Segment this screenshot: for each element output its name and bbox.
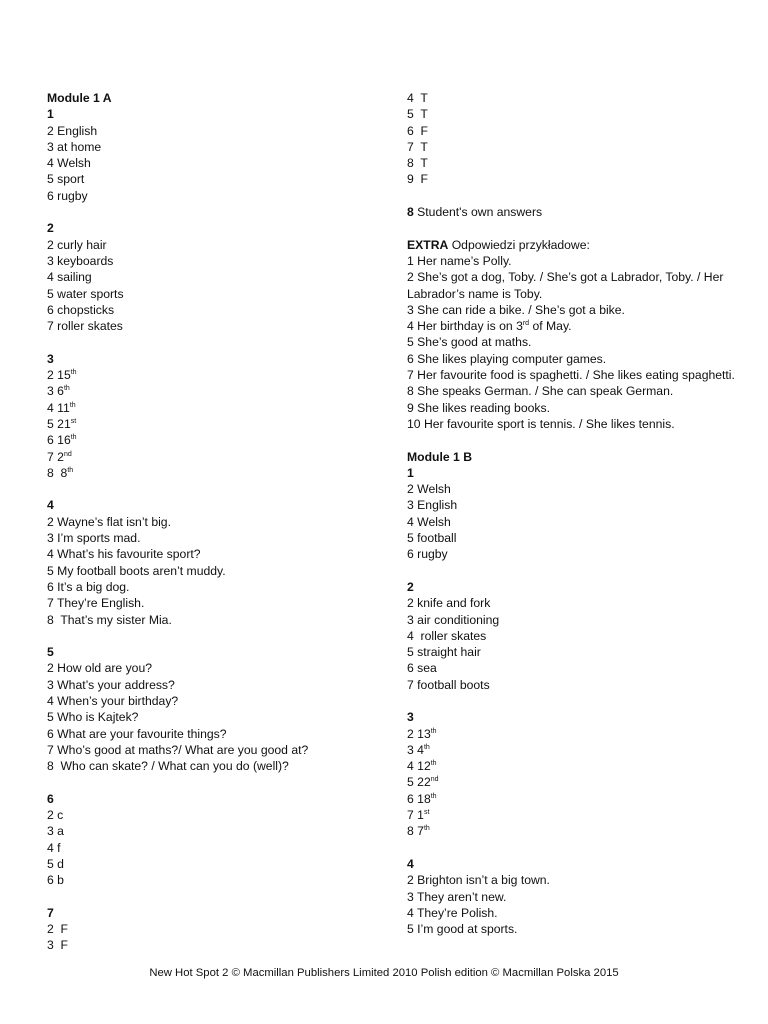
line-text: 7 roller skates xyxy=(47,319,123,334)
line-text: 5 T xyxy=(407,107,428,122)
section-heading xyxy=(407,465,747,481)
line-text: 2 How old are you? xyxy=(47,661,153,676)
line-text: 6 What are your favourite things? xyxy=(47,726,227,741)
line-text: 2 Brighton isn’t a big town. xyxy=(407,873,550,888)
ordinal-suffix: th xyxy=(423,825,430,833)
line-text: 5 water sports xyxy=(47,286,124,301)
section-gap xyxy=(407,563,747,579)
answer-line xyxy=(47,840,377,856)
answer-line xyxy=(407,612,747,628)
line-text: 2 15 xyxy=(47,368,71,383)
line-text: 3 What’s your address? xyxy=(47,677,175,692)
line-text: 6 18 xyxy=(407,791,431,806)
answer-line xyxy=(407,171,747,187)
section-gap xyxy=(47,889,377,905)
line-text: 5 21 xyxy=(47,416,71,431)
line-text: 2 knife and fork xyxy=(407,596,491,611)
answer-line xyxy=(407,269,747,302)
line-text: 3 I’m sports mad. xyxy=(47,531,141,546)
answer-line xyxy=(47,709,377,725)
line-text: 2 xyxy=(407,579,414,594)
answer-line xyxy=(407,677,747,693)
ordinal-suffix: th xyxy=(430,792,437,800)
line-text: 5 I’m good at sports. xyxy=(407,922,518,937)
answer-line xyxy=(47,693,377,709)
line-text: 2 She’s got a dog, Toby. / She’s got a Labrador, Toby. / Her Labrador’s name is Toby. xyxy=(407,270,724,301)
line-text: 3 She can ride a bike. / She’s got a bike. xyxy=(407,302,625,317)
line-text: 2 13 xyxy=(407,726,431,741)
answer-line xyxy=(47,383,377,399)
ordinal-suffix: rd xyxy=(522,320,530,328)
section-heading xyxy=(47,905,377,921)
line-text: Student's own answers xyxy=(413,205,543,220)
answer-line xyxy=(47,302,377,318)
line-text: 8 That’s my sister Mia. xyxy=(47,612,172,627)
line-text: 6 16 xyxy=(47,433,71,448)
answer-line xyxy=(407,595,747,611)
answer-line xyxy=(407,204,747,220)
section-heading xyxy=(407,579,747,595)
answer-line xyxy=(47,367,377,383)
line-text: 4 f xyxy=(47,840,61,855)
answer-line xyxy=(407,872,747,888)
ordinal-suffix: th xyxy=(70,434,77,442)
line-text: 4 xyxy=(47,498,54,513)
ordinal-suffix: th xyxy=(423,743,430,751)
line-text: 7 Who’s good at maths?/ What are you good at? xyxy=(47,742,309,757)
section-gap xyxy=(47,628,377,644)
line-text: 6 sea xyxy=(407,661,437,676)
line-text: 7 xyxy=(47,905,54,920)
answer-line xyxy=(47,237,377,253)
answer-line xyxy=(47,937,377,953)
answer-line xyxy=(407,807,747,823)
answer-line xyxy=(407,367,747,383)
answer-line xyxy=(47,546,377,562)
answer-line xyxy=(47,807,377,823)
answer-line xyxy=(47,318,377,334)
line-text: 3 a xyxy=(47,824,64,839)
section-heading xyxy=(407,856,747,872)
section-heading xyxy=(47,106,377,122)
line-text: 6 It’s a big dog. xyxy=(47,579,130,594)
ordinal-suffix: th xyxy=(430,727,437,735)
line-text: 2 English xyxy=(47,123,98,138)
line-text: 7 T xyxy=(407,139,428,154)
line-text: 1 xyxy=(47,107,54,122)
answer-line xyxy=(47,139,377,155)
answer-line xyxy=(47,416,377,432)
line-text: 5 22 xyxy=(407,775,431,790)
answer-line xyxy=(47,188,377,204)
answer-line xyxy=(407,905,747,921)
line-text: 9 She likes reading books. xyxy=(407,400,550,415)
line-text: 6 rugby xyxy=(47,188,88,203)
line-text: Module 1 A xyxy=(47,91,112,105)
line-text: Odpowiedzi przykładowe: xyxy=(448,237,590,252)
line-text: 4 xyxy=(407,856,414,871)
line-text: 4 sailing xyxy=(47,270,92,285)
answer-line xyxy=(47,432,377,448)
line-text: 3 xyxy=(47,351,54,366)
section-gap xyxy=(407,432,747,448)
section-gap xyxy=(47,334,377,350)
answer-line xyxy=(47,677,377,693)
answer-line xyxy=(47,171,377,187)
answer-line xyxy=(47,465,377,481)
answer-line xyxy=(47,823,377,839)
answer-line xyxy=(47,660,377,676)
answer-line xyxy=(407,514,747,530)
line-text: 1 xyxy=(407,465,414,480)
line-text: 7 football boots xyxy=(407,677,490,692)
ordinal-suffix: st xyxy=(70,417,77,425)
section-gap xyxy=(407,220,747,236)
line-text: 2 Wayne’s flat isn’t big. xyxy=(47,514,171,529)
line-text: 3 xyxy=(407,710,414,725)
line-text: 6 chopsticks xyxy=(47,302,115,317)
answer-line xyxy=(407,644,747,660)
line-text: 3 F xyxy=(47,938,68,953)
answer-line xyxy=(47,123,377,139)
page-footer: New Hot Spot 2 © Macmillan Publishers Limited 2010 Polish edition © Macmillan Polska 2015 xyxy=(149,967,619,979)
ordinal-suffix: nd xyxy=(63,450,72,458)
line-text: 6 F xyxy=(407,123,428,138)
answer-line xyxy=(407,742,747,758)
answer-line xyxy=(47,579,377,595)
line-text: 5 d xyxy=(47,856,64,871)
line-text: 4 roller skates xyxy=(407,628,487,643)
line-text: 3 English xyxy=(407,498,458,513)
ordinal-suffix: th xyxy=(67,466,74,474)
answer-line xyxy=(407,726,747,742)
line-text: 4 Welsh xyxy=(407,514,451,529)
answer-line xyxy=(47,921,377,937)
answer-line xyxy=(407,139,747,155)
ordinal-suffix: th xyxy=(63,385,70,393)
answer-line xyxy=(407,889,747,905)
section-gap xyxy=(47,204,377,220)
answer-line xyxy=(407,400,747,416)
line-text: 4 T xyxy=(407,91,428,105)
line-text: 7 They’re English. xyxy=(47,596,145,611)
answer-line xyxy=(407,774,747,790)
line-text: 5 straight hair xyxy=(407,645,481,660)
line-text: 4 What’s his favourite sport? xyxy=(47,547,201,562)
line-text: 5 My football boots aren’t muddy. xyxy=(47,563,226,578)
line-text: 3 air conditioning xyxy=(407,612,500,627)
answer-line xyxy=(407,383,747,399)
line-text: 6 rugby xyxy=(407,547,448,562)
answer-line xyxy=(407,123,747,139)
section-heading xyxy=(407,709,747,725)
section-heading xyxy=(47,644,377,660)
line-label: 8 xyxy=(407,205,414,220)
section-heading xyxy=(47,791,377,807)
answer-line xyxy=(407,106,747,122)
answer-line xyxy=(407,351,747,367)
line-text: 5 Who is Kajtek? xyxy=(47,710,139,725)
section-gap xyxy=(407,693,747,709)
line-text: 2 curly hair xyxy=(47,237,107,252)
section-heading xyxy=(47,351,377,367)
answer-line xyxy=(407,660,747,676)
line-text: 5 sport xyxy=(47,172,85,187)
answer-line xyxy=(47,286,377,302)
ordinal-suffix: th xyxy=(430,760,437,768)
line-text: 7 2 xyxy=(47,449,64,464)
line-text: 4 12 xyxy=(407,759,431,774)
section-heading xyxy=(47,90,377,106)
answer-line xyxy=(407,921,747,937)
answer-line xyxy=(47,872,377,888)
line-text: 5 She’s good at maths. xyxy=(407,335,532,350)
answer-line xyxy=(407,758,747,774)
answer-line xyxy=(407,318,747,334)
answer-line xyxy=(407,481,747,497)
answer-line xyxy=(407,253,747,269)
line-text: 8 She speaks German. / She can speak German. xyxy=(407,384,674,399)
section-heading xyxy=(47,220,377,236)
answer-line xyxy=(407,90,747,106)
line-text: 10 Her favourite sport is tennis. / She likes tennis. xyxy=(407,416,675,431)
line-text: 3 at home xyxy=(47,139,102,154)
answer-line xyxy=(47,449,377,465)
answer-line xyxy=(47,269,377,285)
line-text: 8 8 xyxy=(47,465,68,480)
line-text: 9 F xyxy=(407,172,428,187)
section-gap xyxy=(407,188,747,204)
line-text: 4 Her birthday is on 3 xyxy=(407,319,523,334)
line-text: 6 She likes playing computer games. xyxy=(407,351,607,366)
ordinal-suffix: th xyxy=(69,401,76,409)
answer-line xyxy=(407,302,747,318)
line-text: 2 c xyxy=(47,808,64,823)
line-text: 4 11 xyxy=(47,400,70,415)
answer-line xyxy=(407,823,747,839)
line-text: 3 6 xyxy=(47,384,64,399)
section-heading xyxy=(407,449,747,465)
section-heading xyxy=(47,497,377,513)
answer-line xyxy=(407,530,747,546)
line-text: 4 When’s your birthday? xyxy=(47,693,179,708)
line-text: 2 F xyxy=(47,922,68,937)
line-text: 2 Welsh xyxy=(407,482,451,497)
left-column xyxy=(47,90,377,954)
line-text: 4 They’re Polish. xyxy=(407,905,498,920)
answer-line xyxy=(407,416,747,432)
line-text: 7 Her favourite food is spaghetti. / She likes eating spaghetti. xyxy=(407,368,735,383)
answer-line xyxy=(47,595,377,611)
line-text-continued: of May. xyxy=(529,319,572,334)
line-text: 8 7 xyxy=(407,824,424,839)
answer-line xyxy=(47,530,377,546)
answer-line xyxy=(47,758,377,774)
ordinal-suffix: st xyxy=(423,809,430,817)
line-text: 5 football xyxy=(407,531,457,546)
answer-line xyxy=(407,155,747,171)
line-text: 8 Who can skate? / What can you do (well)? xyxy=(47,759,289,774)
answer-line xyxy=(47,514,377,530)
line-text: 1 Her name’s Polly. xyxy=(407,253,512,268)
ordinal-suffix: nd xyxy=(430,776,439,784)
line-text: 8 T xyxy=(407,156,428,171)
line-text: 3 keyboards xyxy=(47,253,114,268)
line-label: EXTRA xyxy=(407,237,449,252)
answer-line xyxy=(407,628,747,644)
answer-line xyxy=(407,546,747,562)
answer-line xyxy=(47,742,377,758)
line-text: Module 1 B xyxy=(407,449,473,464)
answer-line xyxy=(47,400,377,416)
line-text: 2 xyxy=(47,221,54,236)
answer-line xyxy=(407,497,747,513)
line-text: 4 Welsh xyxy=(47,156,91,171)
line-text: 6 b xyxy=(47,873,64,888)
line-text: 5 xyxy=(47,645,54,660)
answer-line xyxy=(407,791,747,807)
line-text: 3 4 xyxy=(407,742,424,757)
answer-line xyxy=(407,334,747,350)
answer-line xyxy=(47,612,377,628)
answer-line xyxy=(47,563,377,579)
section-gap xyxy=(47,774,377,790)
line-text: 3 They aren’t new. xyxy=(407,889,507,904)
answer-line xyxy=(47,726,377,742)
answer-line xyxy=(407,237,747,253)
section-gap xyxy=(47,481,377,497)
answer-line xyxy=(47,155,377,171)
answer-line xyxy=(47,856,377,872)
right-column xyxy=(407,90,747,937)
ordinal-suffix: th xyxy=(70,369,77,377)
section-gap xyxy=(407,840,747,856)
line-text: 7 1 xyxy=(407,808,424,823)
line-text: 6 xyxy=(47,791,54,806)
answer-line xyxy=(47,253,377,269)
